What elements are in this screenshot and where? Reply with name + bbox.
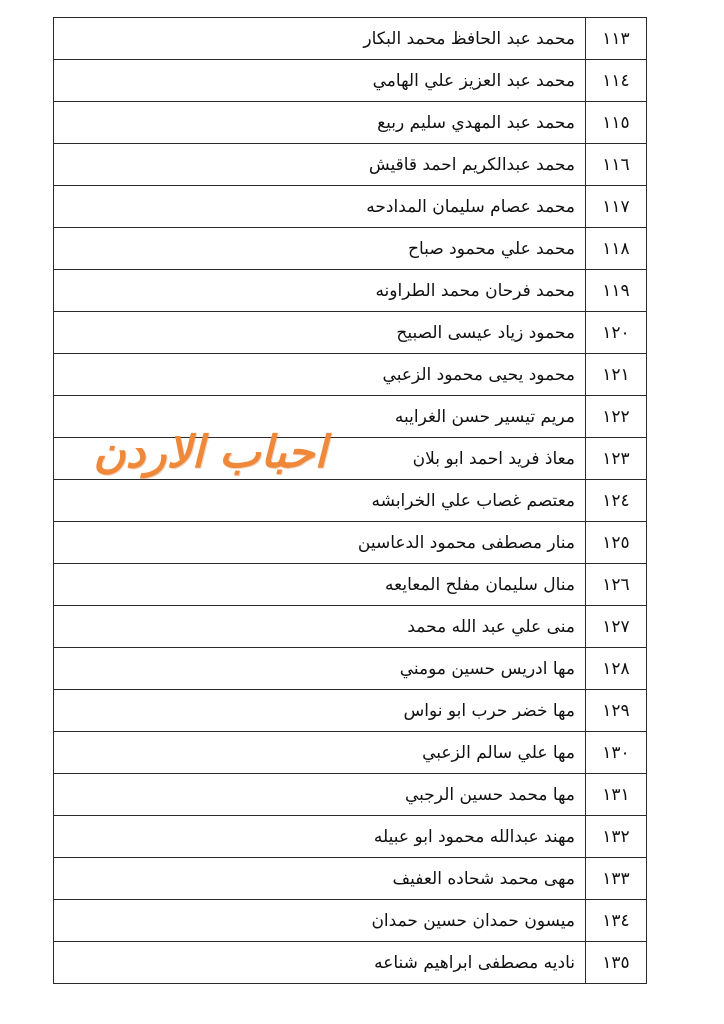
table-row — [54, 900, 647, 942]
table-row — [54, 102, 647, 144]
table-row — [54, 186, 647, 228]
row-name: محمود يحيى محمود الزعبي — [54, 354, 586, 396]
row-name: منال سليمان مفلح المعايعه — [54, 564, 586, 606]
row-number: ١١٥ — [586, 102, 647, 144]
row-name: مهند عبدالله محمود ابو عبيله — [54, 816, 586, 858]
row-number: ١١٣ — [586, 18, 647, 60]
row-name: مها خضر حرب ابو نواس — [54, 690, 586, 732]
row-name: ناديه مصطفى ابراهيم شناعه — [54, 942, 586, 984]
row-name: معاذ فريد احمد ابو بلان — [54, 438, 586, 480]
row-number: ١٢٧ — [586, 606, 647, 648]
row-number: ١٣٤ — [586, 900, 647, 942]
row-number: ١٢٨ — [586, 648, 647, 690]
row-number: ١٢٦ — [586, 564, 647, 606]
row-number: ١١٧ — [586, 186, 647, 228]
row-name: منى علي عبد الله محمد — [54, 606, 586, 648]
table-row — [54, 774, 647, 816]
names-table — [53, 17, 647, 984]
row-name: محمد عبد المهدي سليم ربيع — [54, 102, 586, 144]
row-name: محمد عبد الحافظ محمد البكار — [54, 18, 586, 60]
row-name: محمد علي محمود صباح — [54, 228, 586, 270]
table-row — [54, 18, 647, 60]
row-name: محمد عصام سليمان المدادحه — [54, 186, 586, 228]
row-number: ١٢٤ — [586, 480, 647, 522]
row-number: ١٣٣ — [586, 858, 647, 900]
table-row — [54, 144, 647, 186]
table-row — [54, 312, 647, 354]
row-number: ١٢٣ — [586, 438, 647, 480]
row-number: ١١٨ — [586, 228, 647, 270]
row-name: محمد عبدالكريم احمد قاقيش — [54, 144, 586, 186]
row-number: ١١٦ — [586, 144, 647, 186]
row-name: محمد فرحان محمد الطراونه — [54, 270, 586, 312]
table-row — [54, 396, 647, 438]
row-number: ١٢٠ — [586, 312, 647, 354]
table-row — [54, 816, 647, 858]
table-row — [54, 732, 647, 774]
table-row — [54, 858, 647, 900]
table-row — [54, 438, 647, 480]
row-number: ١١٩ — [586, 270, 647, 312]
table-row — [54, 690, 647, 732]
names-table-body — [54, 18, 647, 984]
watermark-text: احباب الاردن — [93, 427, 327, 478]
row-name: منار مصطفى محمود الدعاسين — [54, 522, 586, 564]
table-row — [54, 270, 647, 312]
row-number: ١٣١ — [586, 774, 647, 816]
row-name: مها محمد حسين الرجبي — [54, 774, 586, 816]
row-number: ١١٤ — [586, 60, 647, 102]
row-name: مها ادريس حسين مومني — [54, 648, 586, 690]
row-number: ١٢٩ — [586, 690, 647, 732]
row-number: ١٢٥ — [586, 522, 647, 564]
row-name: معتصم غصاب علي الخرابشه — [54, 480, 586, 522]
row-number: ١٣٢ — [586, 816, 647, 858]
row-name: محمود زياد عيسى الصبيح — [54, 312, 586, 354]
row-number: ١٣٥ — [586, 942, 647, 984]
table-row — [54, 606, 647, 648]
row-number: ١٢١ — [586, 354, 647, 396]
row-name: مها علي سالم الزعبي — [54, 732, 586, 774]
row-number: ١٣٠ — [586, 732, 647, 774]
table-row — [54, 648, 647, 690]
row-name: مهى محمد شحاده العفيف — [54, 858, 586, 900]
table-row — [54, 354, 647, 396]
table-row — [54, 564, 647, 606]
row-name: مريم تيسير حسن الغرايبه — [54, 396, 586, 438]
table-row — [54, 228, 647, 270]
row-number: ١٢٢ — [586, 396, 647, 438]
row-name: محمد عبد العزيز علي الهامي — [54, 60, 586, 102]
table-row — [54, 480, 647, 522]
table-row — [54, 942, 647, 984]
table-row — [54, 522, 647, 564]
row-name: ميسون حمدان حسين حمدان — [54, 900, 586, 942]
table-row — [54, 60, 647, 102]
